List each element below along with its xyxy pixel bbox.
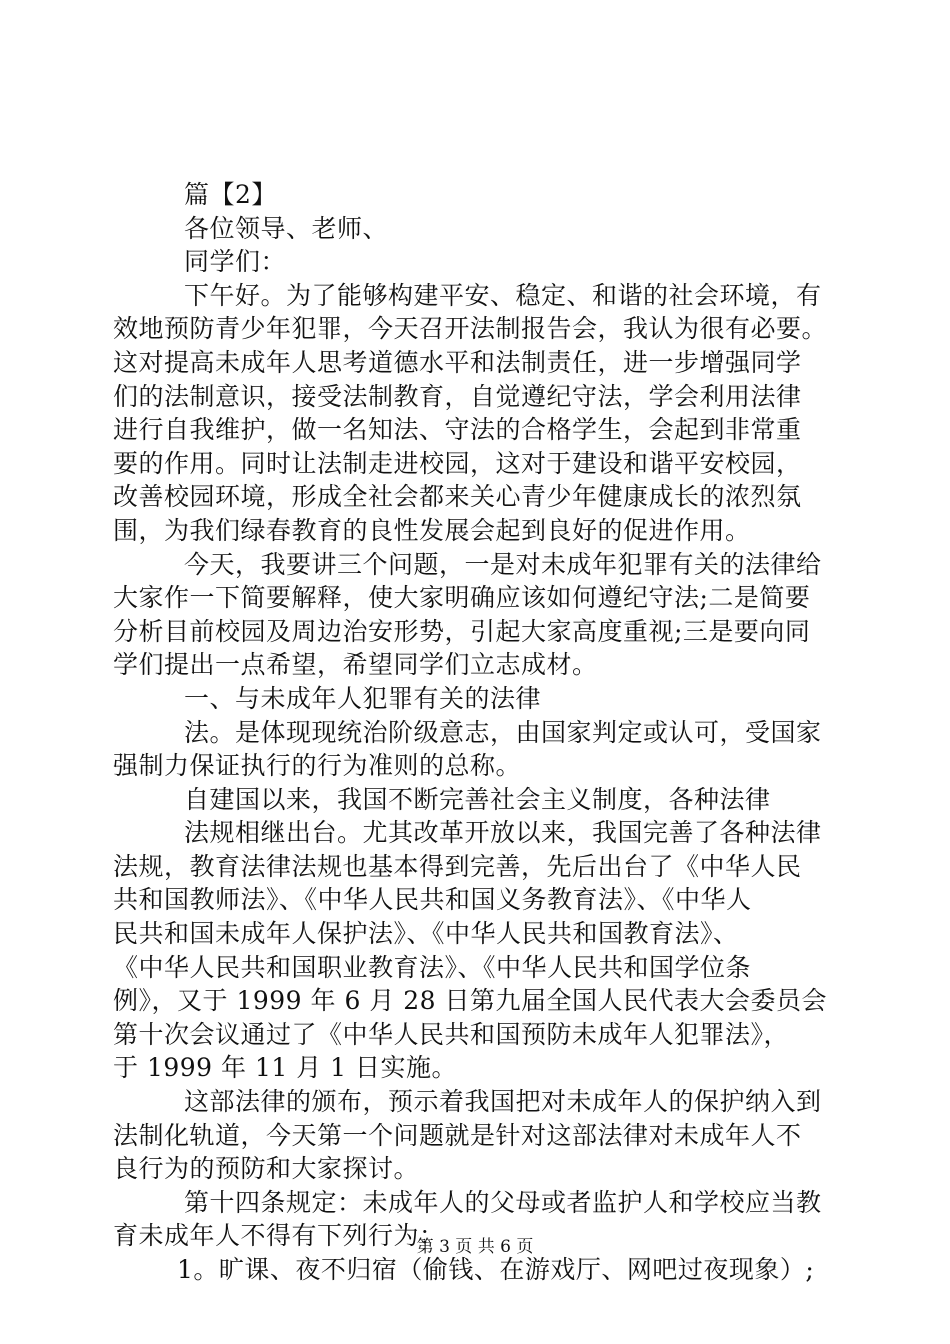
text-line: 法制化轨道，今天第一个问题就是针对这部法律对未成年人不 [113,1120,802,1150]
text-line: 篇【2】 [184,180,277,209]
text-line: 法规相继出台。尤其改革开放以来，我国完善了各种法律 [184,818,822,848]
text-line: 这部法律的颁布，预示着我国把对未成年人的保护纳入到 [184,1087,822,1117]
text-line: 围，为我们绿春教育的良性发展会起到良好的促进作用。 [113,515,751,545]
text-line: 于 1999 年 11 月 1 日实施。 [113,1053,458,1083]
text-line: 第十四条规定：未成年人的父母或者监护人和学校应当教 [184,1187,822,1217]
text-line: 自建国以来，我国不断完善社会主义制度，各种法律 [184,784,771,814]
text-line: 这对提高未成年人思考道德水平和法制责任，进一步增强同学 [113,347,802,377]
text-line: 一、与未成年人犯罪有关的法律 [184,683,542,713]
text-line: 民共和国未成年人保护法》、《中华人民共和国教育法》、 [113,919,739,949]
text-line: 1。旷课、夜不归宿（偷钱、在游戏厅、网吧过夜现象）; [177,1255,815,1284]
text-line: 例》，又于 1999 年 6 月 28 日第九届全国人民代表大会委员会 [113,986,828,1016]
text-line: 法。是体现现统治阶级意志，由国家判定或认可，受国家 [184,717,822,747]
text-line: 大家作一下简要解释，使大家明确应该如何遵纪守法;二是简要 [113,583,811,613]
text-line: 学们提出一点希望，希望同学们立志成材。 [113,650,598,680]
text-line: 育未成年人不得有下列行为： [113,1221,445,1251]
text-line: 共和国教师法》、《中华人民共和国义务教育法》、《中华人 [113,885,752,915]
text-line: 各位领导、老师、 [184,213,389,243]
text-line: 第十次会议通过了《中华人民共和国预防未成年人犯罪法》， [113,1019,790,1049]
text-line: 改善校园环境，形成全社会都来关心青少年健康成长的浓烈氛 [113,482,802,512]
text-line: 强制力保证执行的行为准则的总称。 [113,751,522,781]
text-line: 进行自我维护，做一名知法、守法的合格学生，会起到非常重 [113,415,802,445]
text-line: 效地预防青少年犯罪，今天召开法制报告会，我认为很有必要。 [113,314,828,344]
text-line: 法规，教育法律法规也基本得到完善，先后出台了《中华人民 [113,851,802,881]
text-line: 们的法制意识，接受法制教育，自觉遵纪守法，学会利用法律 [113,381,802,411]
text-line: 分析目前校园及周边治安形势，引起大家高度重视;三是要向同 [113,616,811,646]
text-line: 同学们： [184,247,287,277]
page-footer: 第 3 页 共 6 页 [416,1237,534,1257]
text-line: 下午好。为了能够构建平安、稳定、和谐的社会环境，有 [184,280,822,310]
text-line: 今天，我要讲三个问题，一是对未成年犯罪有关的法律给 [184,549,822,579]
text-line: 《中华人民共和国职业教育法》、《中华人民共和国学位条 [113,952,752,982]
text-line: 要的作用。同时让法制走进校园，这对于建设和谐平安校园， [113,448,802,478]
document-body [113,178,843,1287]
text-line: 良行为的预防和大家探讨。 [113,1154,420,1184]
